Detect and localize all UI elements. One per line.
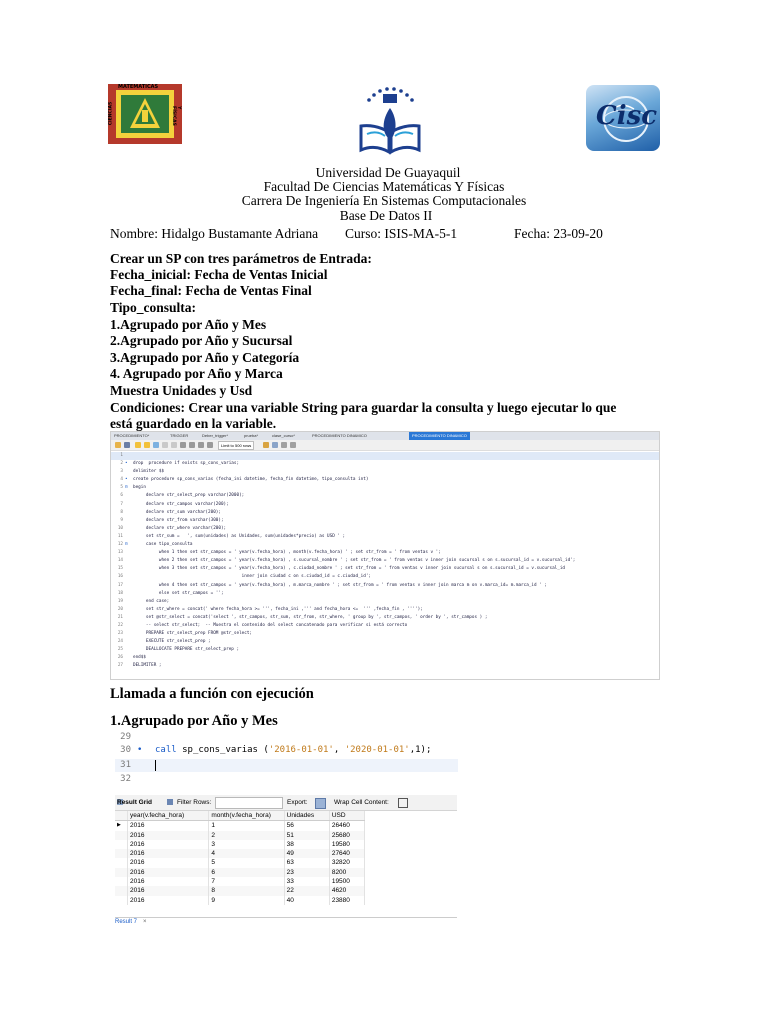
table-cell[interactable]: 27640 bbox=[329, 849, 364, 858]
table-cell[interactable]: 51 bbox=[284, 831, 329, 840]
table-cell[interactable]: 23 bbox=[284, 868, 329, 877]
table-cell[interactable]: 2016 bbox=[128, 896, 209, 905]
table-row[interactable] bbox=[115, 840, 365, 849]
code-line bbox=[111, 598, 659, 606]
code-text: declare str_campos varchar(200); bbox=[133, 501, 229, 507]
line-number: 20 bbox=[117, 606, 123, 612]
line-number: 19 bbox=[117, 598, 123, 604]
table-cell[interactable]: 32820 bbox=[329, 858, 364, 867]
code-line bbox=[111, 630, 659, 638]
table-cell[interactable]: 8 bbox=[209, 886, 284, 895]
line-number: 14 bbox=[117, 558, 123, 564]
code-line bbox=[111, 654, 659, 662]
code-text: when 3 then set str_campos = ' year(v.fecha_hora) , c.ciudad_nombre ' ; set str_from = ' from ventas v inner join sucursal s on s.sucursal_id = v.sucursal_id bbox=[133, 566, 566, 572]
table-cell[interactable]: 26460 bbox=[329, 821, 364, 831]
line-number: 32 bbox=[120, 774, 131, 784]
table-cell[interactable]: 2016 bbox=[128, 886, 209, 895]
line-number: 18 bbox=[117, 590, 123, 596]
table-header-row bbox=[115, 811, 365, 821]
table-cell[interactable]: 5 bbox=[209, 858, 284, 867]
cisc-logo bbox=[586, 85, 660, 151]
editor-tab[interactable]: Deber_trigger* bbox=[202, 433, 229, 438]
assignment-line: 4. Agrupado por Año y Marca bbox=[110, 366, 283, 381]
code-line bbox=[111, 517, 659, 525]
autocommit-icon[interactable] bbox=[198, 442, 204, 448]
code-text: begin bbox=[133, 485, 146, 491]
stop-icon[interactable] bbox=[162, 442, 168, 448]
row-selector[interactable] bbox=[115, 896, 128, 905]
line-number: 3 bbox=[120, 469, 123, 475]
line-marker-icon: ⊟ bbox=[125, 542, 128, 548]
result-tab[interactable]: Result 7 bbox=[115, 919, 138, 925]
line-number: 21 bbox=[117, 614, 123, 620]
commit-icon[interactable] bbox=[180, 442, 186, 448]
code-line bbox=[111, 541, 659, 549]
faculty-logo-text-top: MATEMATICAS bbox=[118, 84, 159, 90]
code-text: inner join ciudad c on s.ciudad_id = c.ciudad_id'; bbox=[133, 574, 371, 580]
table-cell[interactable]: 9 bbox=[209, 896, 284, 905]
editor-tab[interactable]: prueba* bbox=[244, 433, 259, 438]
row-pointer-icon[interactable]: ▶ bbox=[115, 821, 128, 831]
line-number: 30 bbox=[120, 745, 131, 755]
column-header[interactable]: USD bbox=[329, 811, 364, 821]
row-selector[interactable] bbox=[115, 849, 128, 858]
code-text: when 2 then set str_campos = ' year(v.fecha_hora) , s.sucursal_nombre ' ; set str_from = ' from ventas v inner join sucursal s on s.sucursal_id = v.sucursal_id'; bbox=[133, 558, 576, 564]
table-cell[interactable]: 4 bbox=[209, 849, 284, 858]
code-text: drop procedure if exists sp_cons_varias; bbox=[133, 461, 240, 467]
code-line bbox=[111, 646, 659, 654]
table-row[interactable] bbox=[115, 896, 365, 905]
editor-tab-active[interactable]: PROCEDIMIENTO DINAMICO bbox=[409, 432, 470, 440]
faculty-logo-text-right: Y FÍSICAS bbox=[170, 106, 181, 126]
date-label: Fecha: 23-09-20 bbox=[514, 226, 603, 241]
line-number: 13 bbox=[117, 550, 123, 556]
assignment-line: Condiciones: Crear una variable String para guardar la consulta y luego ejecutar lo que bbox=[110, 400, 617, 415]
invisible-chars-icon[interactable] bbox=[281, 442, 287, 448]
line-number: 24 bbox=[117, 639, 123, 645]
line-number: 7 bbox=[120, 501, 123, 507]
limit-rows-select[interactable]: Limit to 500 rows bbox=[218, 441, 254, 450]
result-tab-bar bbox=[115, 917, 457, 927]
code-line bbox=[111, 622, 659, 630]
code-text: set @str_select = concat('select ', str_campos, str_sum, str_from, str_where, ' group by ', str_campos, ' order by ', str_campos ) ; bbox=[133, 614, 488, 620]
table-cell[interactable]: 2016 bbox=[128, 868, 209, 877]
row-selector[interactable] bbox=[115, 840, 128, 849]
table-row[interactable] bbox=[115, 877, 365, 886]
editor-tab[interactable]: PROCEDIMIENTO* bbox=[114, 433, 150, 438]
section-call-heading: Llamada a función con ejecución bbox=[110, 686, 314, 702]
code-line bbox=[111, 484, 659, 492]
statement-marker-icon: • bbox=[137, 745, 143, 755]
export-icon[interactable] bbox=[315, 798, 326, 809]
filter-rows-input[interactable] bbox=[215, 797, 283, 809]
table-cell[interactable]: 22 bbox=[284, 886, 329, 895]
table-row[interactable] bbox=[115, 858, 365, 867]
university-logo bbox=[357, 86, 423, 160]
assignment-line: Muestra Unidades y Usd bbox=[110, 383, 253, 398]
line-number: 31 bbox=[120, 760, 131, 770]
row-selector-header bbox=[115, 811, 128, 821]
wrap-cell-label: Wrap Cell Content: bbox=[334, 799, 389, 806]
line-number: 11 bbox=[117, 533, 123, 539]
assignment-line: Crear un SP con tres parámetros de Entrada: bbox=[110, 251, 372, 266]
code-line bbox=[111, 638, 659, 646]
code-lines[interactable] bbox=[111, 452, 659, 671]
editor-toolbar bbox=[111, 440, 659, 451]
code-line bbox=[111, 468, 659, 476]
line-number: 17 bbox=[117, 582, 123, 588]
table-cell[interactable]: 2016 bbox=[128, 858, 209, 867]
code-text: declare str_where varchar(200); bbox=[133, 525, 227, 531]
table-cell[interactable]: 23880 bbox=[329, 896, 364, 905]
line-number: 8 bbox=[120, 509, 123, 515]
beautify-icon[interactable] bbox=[263, 442, 269, 448]
line-number: 10 bbox=[117, 525, 123, 531]
result-grid-tab[interactable]: Result Grid bbox=[117, 799, 153, 806]
assignment-line: 1.Agrupado por Año y Mes bbox=[110, 317, 267, 332]
assignment-line: Fecha_final: Fecha de Ventas Final bbox=[110, 283, 312, 298]
call-arg-end: '2020-01-01' bbox=[344, 745, 410, 755]
code-text: declare str_select_prep varchar(2000); bbox=[133, 493, 245, 499]
execute-line-icon[interactable] bbox=[144, 442, 150, 448]
line-marker-icon: • bbox=[125, 477, 128, 483]
result-grid-table[interactable] bbox=[115, 811, 365, 905]
course-name: Base De Datos II bbox=[339, 208, 433, 223]
code-text: DELIMITER ; bbox=[133, 663, 162, 669]
table-cell[interactable]: 2016 bbox=[128, 849, 209, 858]
code-text: declare str_from varchar(300); bbox=[133, 517, 224, 523]
call-keyword: call bbox=[155, 745, 177, 755]
code-line bbox=[111, 492, 659, 500]
code-line bbox=[111, 606, 659, 614]
code-line bbox=[111, 501, 659, 509]
line-number: 23 bbox=[117, 631, 123, 637]
call-arg-start: '2016-01-01' bbox=[268, 745, 334, 755]
table-cell[interactable]: 49 bbox=[284, 849, 329, 858]
table-cell[interactable]: 2016 bbox=[128, 831, 209, 840]
career-name: Carrera De Ingeniería En Sistemas Computacionales bbox=[241, 193, 527, 208]
refresh-icon[interactable] bbox=[207, 442, 213, 448]
table-cell[interactable]: 25680 bbox=[329, 831, 364, 840]
call-procedure-name: sp_cons_varias ( bbox=[176, 745, 269, 755]
row-selector[interactable] bbox=[115, 831, 128, 840]
code-line bbox=[111, 557, 659, 565]
table-row[interactable] bbox=[115, 886, 365, 895]
code-line bbox=[111, 509, 659, 517]
toggle-icon[interactable] bbox=[171, 442, 177, 448]
assignment-line: 3.Agrupado por Año y Categoría bbox=[110, 350, 300, 365]
line-number: 22 bbox=[117, 622, 123, 628]
line-number: 16 bbox=[117, 574, 123, 580]
code-line bbox=[111, 452, 659, 460]
wrap-icon[interactable] bbox=[290, 442, 296, 448]
faculty-name: Facultad De Ciencias Matemáticas Y Físicas bbox=[263, 179, 505, 194]
table-cell[interactable]: 19580 bbox=[329, 840, 364, 849]
faculty-logo bbox=[108, 84, 182, 144]
table-row[interactable] bbox=[115, 821, 365, 831]
editor-tab[interactable]: TRIGGER bbox=[170, 433, 189, 438]
line-marker-icon: • bbox=[125, 461, 128, 467]
assignment-line: está guardado en la variable. bbox=[110, 416, 277, 431]
call-arg-tail: ,1); bbox=[409, 745, 432, 755]
export-label: Export: bbox=[287, 799, 308, 806]
faculty-logo-text-left: CIENCIAS bbox=[108, 101, 114, 126]
row-selector[interactable] bbox=[115, 877, 128, 886]
code-line bbox=[111, 533, 659, 541]
editor-tab[interactable]: PROCEDIMIENTO DINAMICO bbox=[312, 433, 367, 438]
code-line bbox=[111, 573, 659, 581]
code-line bbox=[111, 476, 659, 484]
cisc-logo-text: Cisc bbox=[596, 101, 658, 131]
code-text: end case; bbox=[133, 598, 170, 604]
table-cell[interactable]: 2 bbox=[209, 831, 284, 840]
table-cell[interactable]: 33 bbox=[284, 877, 329, 886]
sql-editor-screenshot bbox=[110, 431, 660, 680]
column-header[interactable]: month(v.fecha_hora) bbox=[209, 811, 284, 821]
line-number: 29 bbox=[120, 732, 131, 742]
table-cell[interactable]: 19500 bbox=[329, 877, 364, 886]
code-text: PREPARE str_select_prep FROM @str_select; bbox=[133, 631, 252, 637]
line-number: 26 bbox=[117, 655, 123, 661]
code-line bbox=[111, 582, 659, 590]
explain-icon[interactable] bbox=[153, 442, 159, 448]
code-line bbox=[111, 525, 659, 533]
line-number: 6 bbox=[120, 493, 123, 499]
row-selector[interactable] bbox=[115, 886, 128, 895]
code-line bbox=[111, 662, 659, 670]
result-grid-toolbar bbox=[115, 795, 457, 811]
line-marker-icon: ⊟ bbox=[125, 485, 128, 491]
code-text: when 4 then set str_campos = ' year(v.fecha_hora) , m.marca_nombre ' ; set str_from = ' from ventas v inner join marca m on v.marca_id= m.marca_id ' ; bbox=[133, 582, 547, 588]
row-selector[interactable] bbox=[115, 858, 128, 867]
call-editor-screenshot[interactable] bbox=[115, 733, 458, 793]
code-text: else set str_campos = ''; bbox=[133, 590, 224, 596]
column-header[interactable]: year(v.fecha_hora) bbox=[128, 811, 209, 821]
table-cell[interactable]: 2016 bbox=[128, 840, 209, 849]
table-cell[interactable]: 4620 bbox=[329, 886, 364, 895]
table-cell[interactable]: 40 bbox=[284, 896, 329, 905]
find-icon[interactable] bbox=[272, 442, 278, 448]
code-line-current bbox=[115, 759, 458, 772]
table-cell[interactable]: 6 bbox=[209, 868, 284, 877]
line-number: 15 bbox=[117, 566, 123, 572]
code-line bbox=[111, 565, 659, 573]
code-text: case tipo_consulta bbox=[133, 542, 193, 548]
text-cursor bbox=[155, 760, 156, 771]
table-cell[interactable]: 8200 bbox=[329, 868, 364, 877]
course-code: Curso: ISIS-MA-5-1 bbox=[345, 226, 458, 241]
code-line bbox=[111, 549, 659, 557]
code-text: set str_where = concat(' where fecha_hora >= ''', fecha_ini ,''' and fecha_hora <= ''' ,fecha_fin , ''''); bbox=[133, 606, 423, 612]
code-text: end$$ bbox=[133, 655, 146, 661]
column-header[interactable]: Unidades bbox=[284, 811, 329, 821]
table-cell[interactable]: 2016 bbox=[128, 821, 209, 831]
editor-tab[interactable]: clase_curso* bbox=[272, 433, 295, 438]
table-cell[interactable]: 3 bbox=[209, 840, 284, 849]
filter-rows-label: Filter Rows: bbox=[177, 799, 212, 806]
code-text: set str_sum = ', sum(unidades) as Unidades, sum(unidades*precio) as USD ' ; bbox=[133, 533, 346, 539]
line-number: 9 bbox=[120, 517, 123, 523]
code-text: delimiter $$ bbox=[133, 469, 165, 475]
assignment-line: 2.Agrupado por Año y Sucursal bbox=[110, 333, 293, 348]
code-line bbox=[111, 460, 659, 468]
code-text: when 1 then set str_campos = ' year(v.fecha_hora) , month(v.fecha_hora) ' ; set str_from = ' from ventas v '; bbox=[133, 550, 441, 556]
row-selector[interactable] bbox=[115, 868, 128, 877]
close-icon[interactable]: × bbox=[143, 919, 147, 925]
line-number: 12 bbox=[117, 542, 123, 548]
line-number: 5 bbox=[120, 485, 123, 491]
code-text: DEALLOCATE PREPARE str_select_prep ; bbox=[133, 647, 240, 653]
table-cell[interactable]: 7 bbox=[209, 877, 284, 886]
editor-tab-bar bbox=[111, 432, 659, 440]
line-number: 1 bbox=[120, 453, 123, 458]
code-line bbox=[111, 590, 659, 598]
line-number: 2 bbox=[120, 461, 123, 467]
student-name: Nombre: Hidalgo Bustamante Adriana bbox=[110, 226, 319, 241]
execute-icon[interactable] bbox=[135, 442, 141, 448]
assignment-line: Tipo_consulta: bbox=[110, 300, 197, 315]
assignment-line: Fecha_inicial: Fecha de Ventas Inicial bbox=[110, 267, 328, 282]
university-name: Universidad De Guayaquil bbox=[315, 165, 461, 180]
table-cell[interactable]: 2016 bbox=[128, 877, 209, 886]
code-text: -- select str_select; -- Muestra el contenido del select concatenado para verificar si está correcto bbox=[133, 622, 408, 628]
section-group1-heading: 1.Agrupado por Año y Mes bbox=[110, 713, 278, 729]
rollback-icon[interactable] bbox=[189, 442, 195, 448]
table-cell[interactable]: 56 bbox=[284, 821, 329, 831]
table-row[interactable] bbox=[115, 868, 365, 877]
table-cell[interactable]: 63 bbox=[284, 858, 329, 867]
line-number: 25 bbox=[117, 647, 123, 653]
line-number: 27 bbox=[117, 663, 123, 669]
code-text: create procedure sp_cons_varias (fecha_ini datetime, fecha_fin datetime, tipo_consulta int) bbox=[133, 477, 369, 483]
wrap-cell-icon[interactable] bbox=[398, 798, 408, 808]
code-line bbox=[111, 614, 659, 622]
filter-rows-icon bbox=[167, 799, 173, 805]
folder-icon[interactable] bbox=[115, 442, 121, 448]
save-icon[interactable] bbox=[124, 442, 130, 448]
code-text: EXECUTE str_select_prep ; bbox=[133, 639, 211, 645]
call-arg-separator: , bbox=[333, 745, 345, 755]
table-row[interactable] bbox=[115, 831, 365, 840]
code-text: declare str_sum varchar(200); bbox=[133, 509, 221, 515]
table-cell[interactable]: 1 bbox=[209, 821, 284, 831]
table-cell[interactable]: 38 bbox=[284, 840, 329, 849]
line-number: 4 bbox=[120, 477, 123, 483]
table-row[interactable] bbox=[115, 849, 365, 858]
